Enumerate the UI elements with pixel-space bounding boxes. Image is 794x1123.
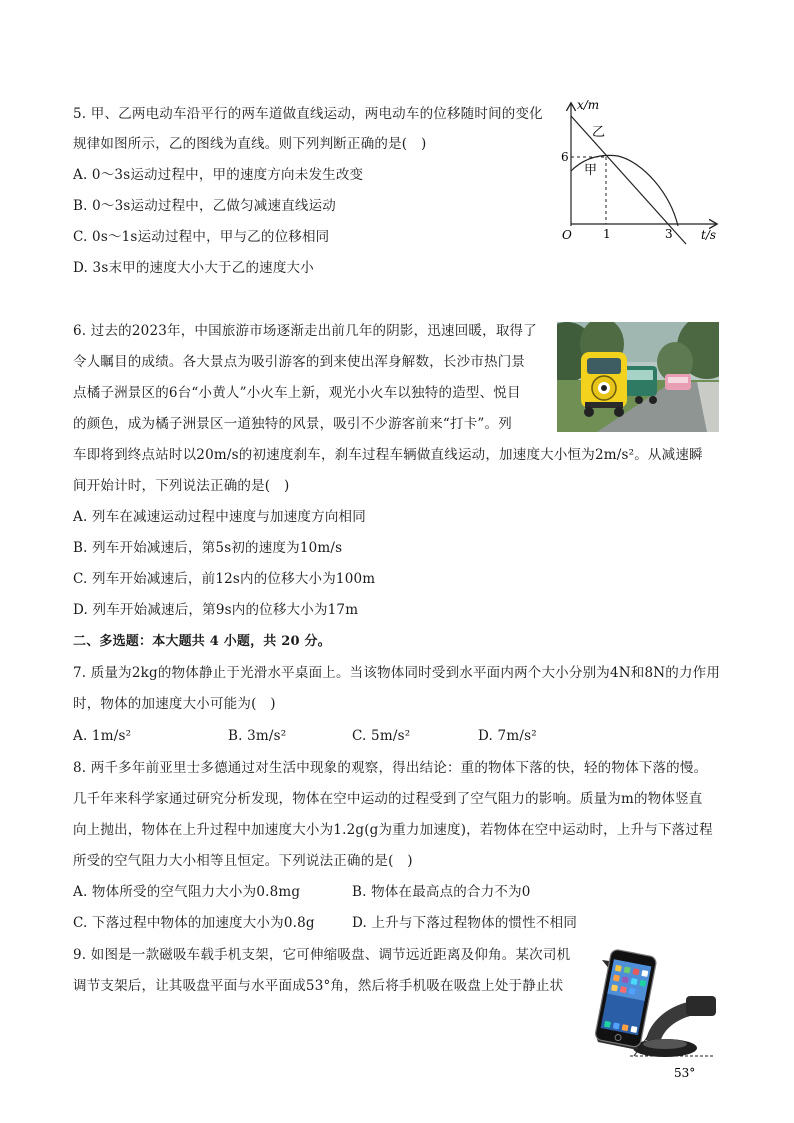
q5-option-d: D. 3s末甲的速度大小大于乙的速度大小 [73,260,314,276]
tick-y-6: 6 [561,150,569,164]
phone-holder-illustration [590,940,720,1086]
q7-option-b: B. 3m/s² [228,728,287,744]
q5-option-b: B. 0～3s运动过程中，乙做匀减速直线运动 [73,198,337,214]
q7-option-a: A. 1m/s² [73,728,132,744]
origin-label: O [562,228,572,242]
q5-xt-graph [558,98,728,246]
q8-line3: 向上抛出，物体在上升过程中加速度大小为1.2g(g为重力加速度)，若物体在空中运动时，上升与下落过程 [73,822,713,838]
tick-x-1: 1 [603,227,611,241]
tick-x-3: 3 [665,227,673,241]
x-axis-label: t/s [701,228,717,242]
section-heading-multi-choice: 二、多选题：本大题共 4 小题，共 20 分。 [73,634,331,649]
q9-line1: 9. 如图是一款磁吸车载手机支架，它可伸缩吸盘、调节远近距离及仰角。某次司机 [73,947,571,963]
tourist-train-photo [557,322,719,432]
q8-option-a: A. 物体所受的空气阻力大小为0.8mg [73,884,301,900]
q5-stem-line2: 规律如图所示，乙的图线为直线。则下列判断正确的是( ) [73,136,427,152]
q8-line4: 所受的空气阻力大小相等且恒定。下列说法正确的是( ) [73,853,413,869]
q6-line6: 间开始计时，下列说法正确的是( ) [73,478,290,494]
q8-option-d: D. 上升与下落过程物体的惯性不相同 [352,915,578,931]
line-yi [571,116,686,244]
label-yi: 乙 [592,125,606,140]
q5-stem-line1: 5. 甲、乙两电动车沿平行的两车道做直线运动，两电动车的位移随时间的变化 [73,106,543,122]
q7-option-c: C. 5m/s² [352,728,411,744]
q6-line1: 6. 过去的2023年，中国旅游市场逐渐走出前几年的阴影，迅速回暖，取得了 [73,323,537,339]
q5-option-a: A. 0～3s运动过程中，甲的速度方向未发生改变 [73,167,364,183]
q6-line5: 车即将到终点站时以20m/s的初速度刹车，刹车过程车辆做直线运动，加速度大小恒为2m/s²。从减速瞬 [73,447,703,463]
q5-option-c: C. 0s～1s运动过程中，甲与乙的位移相同 [73,229,330,245]
q6-option-c: C. 列车开始减速后，前12s内的位移大小为100m [73,571,376,587]
q6-line3: 点橘子洲景区的6台“小黄人”小火车上新，观光小火车以独特的造型、悦目 [73,385,521,401]
q7-line2: 时，物体的加速度大小可能为( ) [73,696,276,712]
q8-line1: 8. 两千多年前亚里士多德通过对生活中现象的观察，得出结论：重的物体下落的快，轻的物体下落的慢。 [73,760,708,776]
q6-line4: 的颜色，成为橘子洲景区一道独特的风景，吸引不少游客前来“打卡”。列 [73,416,512,432]
label-jia: 甲 [584,163,598,178]
angle-label: 53° [674,1066,696,1080]
q8-option-b: B. 物体在最高点的合力不为0 [352,884,531,900]
q6-line2: 令人瞩目的成绩。各大景点为吸引游客的到来使出浑身解数，长沙市热门景 [73,354,526,370]
q6-option-a: A. 列车在减速运动过程中速度与加速度方向相同 [73,509,366,525]
q8-line2: 几千年来科学家通过研究分析发现，物体在空中运动的过程受到了空气阻力的影响。质量为m的物体竖直 [73,791,703,807]
q6-option-b: B. 列车开始减速后，第5s初的速度为10m/s [73,540,343,556]
y-axis-label: x/m [577,98,600,112]
q7-option-d: D. 7m/s² [478,728,537,744]
q9-line2: 调节支架后，让其吸盘平面与水平面成53°角，然后将手机吸在吸盘上处于静止状 [73,978,564,994]
q7-line1: 7. 质量为2kg的物体静止于光滑水平桌面上。当该物体同时受到水平面内两个大小分别为4N和8N的力作用 [73,665,721,681]
q6-option-d: D. 列车开始减速后，第9s内的位移大小为17m [73,602,359,618]
q8-option-c: C. 下落过程中物体的加速度大小为0.8g [73,915,315,931]
